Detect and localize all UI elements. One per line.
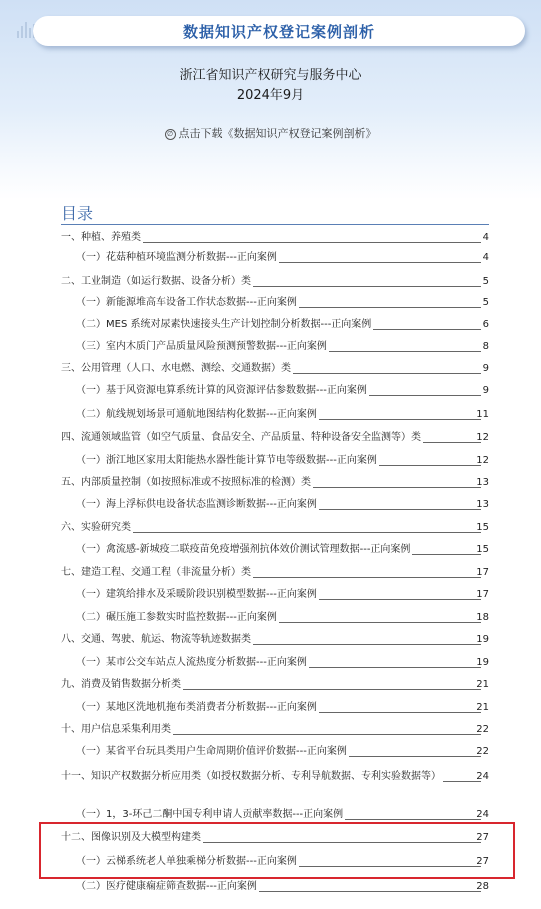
toc-entry-title[interactable]: （二）医疗健康痫症筛查数据---正向案例 bbox=[76, 881, 257, 892]
toc-entry[interactable] bbox=[61, 291, 489, 311]
toc-page-number: 15 bbox=[476, 522, 489, 533]
toc-page-number: 27 bbox=[476, 832, 489, 843]
toc-entry[interactable] bbox=[61, 583, 489, 603]
download-link[interactable] bbox=[0, 125, 541, 141]
toc-entry[interactable] bbox=[61, 538, 489, 558]
toc-entry-title[interactable]: （一）某地区洗地机拖布类消费者分析数据---正向案例 bbox=[76, 702, 317, 713]
toc-page-number: 5 bbox=[482, 297, 489, 308]
toc-entry-title[interactable]: 九、消费及销售数据分析类 bbox=[61, 679, 181, 690]
toc-page-number: 28 bbox=[476, 881, 489, 892]
toc-entry[interactable] bbox=[61, 628, 489, 648]
toc-entry-title[interactable]: （二）MES 系统对尿素快速接头生产计划控制分析数据---正向案例 bbox=[76, 319, 372, 330]
toc-page-number: 13 bbox=[476, 477, 489, 488]
toc-heading: 目录 bbox=[61, 204, 94, 223]
organization-name: 浙江省知识产权研究与服务中心 bbox=[179, 68, 362, 83]
toc-page-number: 21 bbox=[476, 679, 489, 690]
toc-page-number: 27 bbox=[476, 856, 489, 867]
toc-page-number: 22 bbox=[476, 724, 489, 735]
toc-entry-title[interactable]: （一）海上浮标供电设备状态监测诊断数据---正向案例 bbox=[76, 499, 317, 510]
toc-page-number: 12 bbox=[476, 455, 489, 466]
toc-entry[interactable] bbox=[61, 765, 489, 785]
toc-entry[interactable] bbox=[61, 740, 489, 760]
toc-page-number: 19 bbox=[476, 634, 489, 645]
toc-leader-line bbox=[423, 442, 481, 443]
toc-leader-line bbox=[412, 554, 481, 555]
toc-entry[interactable] bbox=[61, 673, 489, 693]
toc-entry-title[interactable]: （三）室内木质门产品质量风险预测预警数据---正向案例 bbox=[76, 341, 327, 352]
toc-entry-title[interactable]: 四、流通领域监管（如空气质量、食品安全、产品质量、特种设备安全监测等）类 bbox=[61, 432, 421, 443]
toc-entry[interactable] bbox=[61, 379, 489, 399]
toc-page-number: 15 bbox=[476, 544, 489, 555]
toc-page-number: 11 bbox=[476, 409, 489, 420]
toc-leader-line bbox=[369, 395, 481, 396]
toc-leader-line bbox=[319, 509, 481, 510]
toc-entry-title[interactable]: 二、工业制造（如运行数据、设备分析）类 bbox=[61, 276, 251, 287]
download-link-text[interactable]: 点击下载《数据知识产权登记案例剖析》 bbox=[178, 127, 377, 140]
toc-entry-title[interactable]: （一）1，3-环己二酮中国专利申请人贡献率数据---正向案例 bbox=[76, 809, 344, 820]
toc-entry[interactable] bbox=[61, 226, 489, 246]
toc-entry-title[interactable]: （一）云梯系统老人单独乘梯分析数据---正向案例 bbox=[76, 856, 297, 867]
publication-date: 2024年9月 bbox=[236, 88, 305, 103]
document-title-banner bbox=[33, 16, 525, 46]
toc-entry-title[interactable]: （一）某省平台玩具类用户生命周期价值评价数据---正向案例 bbox=[76, 746, 347, 757]
toc-page-number: 12 bbox=[476, 432, 489, 443]
toc-leader-line bbox=[279, 622, 481, 623]
toc-leader-line bbox=[329, 351, 481, 352]
toc-leader-line bbox=[349, 756, 481, 757]
toc-leader-line bbox=[143, 242, 481, 243]
toc-entry[interactable] bbox=[61, 606, 489, 626]
toc-entry[interactable] bbox=[61, 270, 489, 290]
toc-leader-line bbox=[183, 689, 481, 690]
toc-page-number: 22 bbox=[476, 746, 489, 757]
toc-entry-title[interactable]: 七、建造工程、交通工程（非流量分析）类 bbox=[61, 567, 251, 578]
toc-entry-title[interactable]: （一）基于风资源电算系统计算的风资源评估参数数据---正向案例 bbox=[76, 385, 367, 396]
toc-entry[interactable] bbox=[61, 471, 489, 491]
toc-leader-line bbox=[173, 734, 481, 735]
toc-entry-title[interactable]: （二）碾压施工参数实时监控数据---正向案例 bbox=[76, 612, 277, 623]
toc-leader-line bbox=[345, 819, 481, 820]
toc-entry[interactable] bbox=[61, 403, 489, 423]
toc-leader-line bbox=[259, 891, 481, 892]
toc-leader-line bbox=[253, 644, 481, 645]
toc-entry[interactable] bbox=[61, 561, 489, 581]
toc-leader-line bbox=[253, 286, 481, 287]
toc-entry-title[interactable]: （一）某市公交车站点人流热度分析数据---正向案例 bbox=[76, 657, 307, 668]
link-icon: ∅ bbox=[165, 129, 176, 140]
toc-leader-line bbox=[379, 465, 481, 466]
toc-entry-title[interactable]: （一）禽流感-新城疫二联疫苗免疫增强剂抗体效价测试管理数据---正向案例 bbox=[76, 544, 411, 555]
toc-entry-title[interactable]: 十二、图像识别及大模型构建类 bbox=[61, 832, 201, 843]
toc-entry[interactable] bbox=[61, 493, 489, 513]
toc-leader-line bbox=[293, 373, 481, 374]
toc-leader-line bbox=[133, 532, 481, 533]
toc-leader-line bbox=[313, 487, 481, 488]
toc-leader-line bbox=[319, 712, 481, 713]
toc-page-number: 24 bbox=[476, 771, 489, 782]
toc-leader-line bbox=[373, 329, 481, 330]
toc-entry-title[interactable]: （一）花菇种植环境监测分析数据---正向案例 bbox=[76, 252, 277, 263]
toc-entry[interactable] bbox=[61, 696, 489, 716]
toc-entry-title[interactable]: 一、种植、养殖类 bbox=[61, 232, 141, 243]
toc-page-number: 18 bbox=[476, 612, 489, 623]
toc-page-number: 17 bbox=[476, 589, 489, 600]
toc-page-number: 8 bbox=[482, 341, 489, 352]
toc-entry[interactable] bbox=[61, 357, 489, 377]
toc-page-number: 13 bbox=[476, 499, 489, 510]
toc-leader-line bbox=[309, 667, 481, 668]
toc-leader-line bbox=[299, 307, 481, 308]
highlight-box bbox=[39, 822, 515, 879]
toc-heading-rule bbox=[61, 224, 489, 225]
toc-entry[interactable] bbox=[61, 335, 489, 355]
toc-entry[interactable] bbox=[61, 718, 489, 738]
toc-entry[interactable] bbox=[61, 803, 489, 823]
toc-entry-title[interactable]: 三、公用管理（人口、水电燃、测绘、交通数据）类 bbox=[61, 363, 291, 374]
toc-leader-line bbox=[319, 599, 481, 600]
toc-entry-title[interactable]: （一）浙江地区家用太阳能热水器性能计算节电等级数据---正向案例 bbox=[76, 455, 377, 466]
toc-entry[interactable] bbox=[61, 449, 489, 469]
toc-page-number: 9 bbox=[482, 363, 489, 374]
toc-entry[interactable] bbox=[61, 651, 489, 671]
document-title: 数据知识产权登记案例剖析 bbox=[182, 22, 375, 41]
toc-entry-title[interactable]: 六、实验研究类 bbox=[61, 522, 131, 533]
toc-entry[interactable] bbox=[61, 516, 489, 536]
toc-page-number: 5 bbox=[482, 276, 489, 287]
toc-page-number: 4 bbox=[482, 232, 489, 243]
toc-entry-title[interactable]: 五、内部质量控制（如按照标准或不按照标准的检测）类 bbox=[61, 477, 311, 488]
toc-leader-line bbox=[279, 262, 481, 263]
toc-page-number: 9 bbox=[482, 385, 489, 396]
toc-entry[interactable] bbox=[61, 246, 489, 266]
toc-entry-title[interactable]: （一）新能源堆高车设备工作状态数据---正向案例 bbox=[76, 297, 297, 308]
toc-page-number: 24 bbox=[476, 809, 489, 820]
toc-entry[interactable] bbox=[61, 426, 489, 446]
toc-page-number: 17 bbox=[476, 567, 489, 578]
toc-page-number: 4 bbox=[482, 252, 489, 263]
toc-entry-title[interactable]: （一）建筑给排水及采暖阶段识别模型数据---正向案例 bbox=[76, 589, 317, 600]
toc-page-number: 6 bbox=[482, 319, 489, 330]
toc-leader-line bbox=[253, 577, 481, 578]
toc-entry-title[interactable]: 十一、知识产权数据分析应用类（如授权数据分析、专利导航数据、专利实验数据等） bbox=[61, 771, 441, 782]
toc-page-number: 19 bbox=[476, 657, 489, 668]
header-banner bbox=[0, 0, 541, 200]
toc-page-number: 21 bbox=[476, 702, 489, 713]
toc-leader-line bbox=[319, 419, 481, 420]
toc-entry-title[interactable]: 十、用户信息采集利用类 bbox=[61, 724, 171, 735]
toc-entry-title[interactable]: （二）航线规划场景可通航地图结构化数据---正向案例 bbox=[76, 409, 317, 420]
toc-entry-title[interactable]: 八、交通、驾驶、航运、物流等轨迹数据类 bbox=[61, 634, 251, 645]
toc-entry[interactable] bbox=[61, 313, 489, 333]
